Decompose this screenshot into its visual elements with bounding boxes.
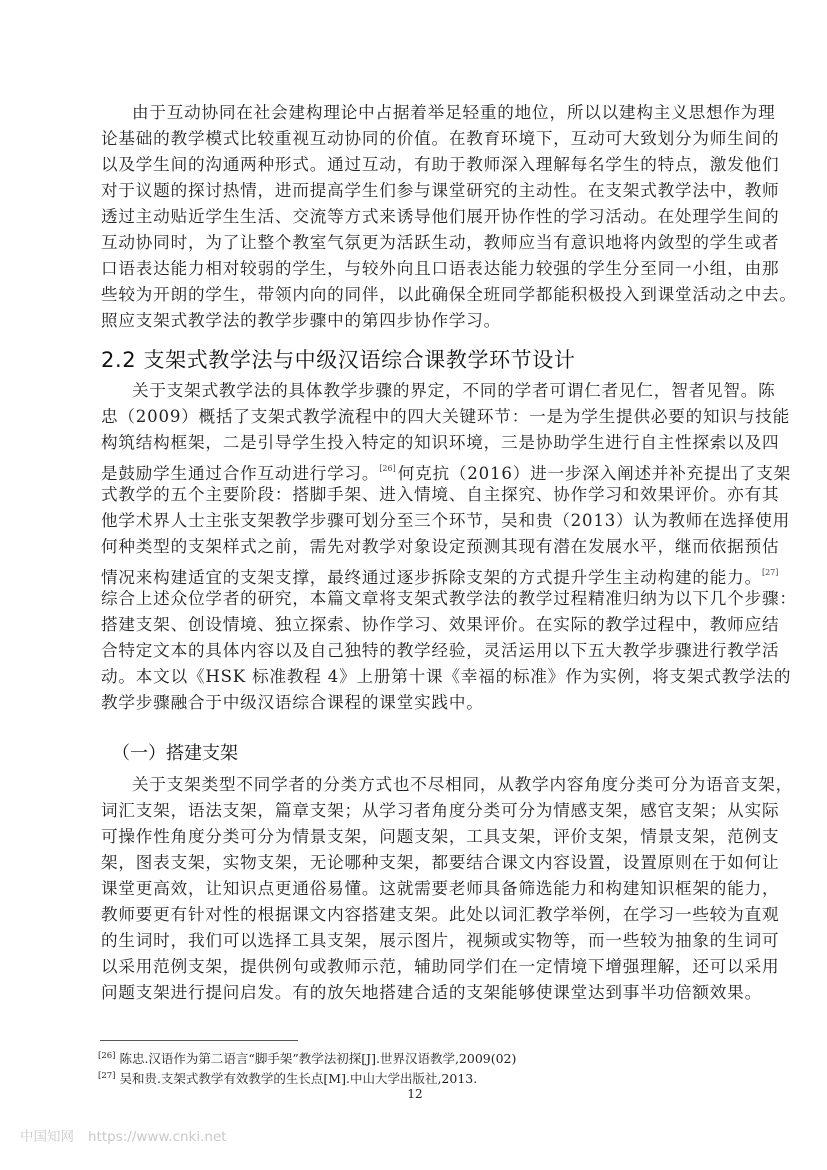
text-line: 搭建支架、创设情境、独立探索、协作学习、效果评价。在实际的教学过程中，教师应结 [101, 615, 780, 634]
text-line: 合特定文本的具体内容以及自己独特的教学经验，灵活运用以下五大教学步骤进行教学活 [101, 641, 780, 660]
text-line: 的生词时，我们可以选择工具支架，展示图片，视频或实物等，而一些较为抽象的生词可 [101, 931, 780, 950]
text-line: 以及学生间的沟通两种形式。通过互动，有助于教师深入理解每名学生的特点，激发他们 [101, 155, 780, 174]
text-line: 教师要更有针对性的根据课文内容搭建支架。此处以词汇教学举例，在学习一些较为直观 [101, 905, 780, 924]
text-line: 关于支架式教学法的具体教学步骤的界定，不同的学者可谓仁者见仁，智者见智。陈 [132, 381, 776, 400]
text-line: 些较为开朗的学生，带领内向的同伴，以此确保全班同学都能积极投入到课堂活动之中去。 [101, 285, 797, 304]
footnote-divider [100, 1040, 298, 1041]
citation-ref-27[interactable]: [27] [761, 568, 779, 577]
text-run: 何克抗（2016）进一步深入阐述并补充提出了支架 [397, 464, 792, 483]
text-line: 架，图表支架，实物支架，无论哪种支架，都要结合课文内容设置，设置原则在于如何让 [101, 853, 780, 872]
footnote-text: 陈忠.汉语作为第二语言“脚手架”教学法初探[J].世界汉语教学,2009(02) [119, 1051, 517, 1066]
section-heading: 2.2 支架式教学法与中级汉语综合课教学环节设计 [101, 348, 576, 372]
text-line: 以采用范例支架，提供例句或教师示范，辅助同学们在一定情境下增强理解，还可以采用 [101, 957, 780, 976]
footnote-text: 吴和贵.支架式教学有效教学的生长点[M].中山大学出版社,2013. [119, 1071, 478, 1086]
footnote-26 [98, 1048, 516, 1067]
text-line: 何种类型的支架样式之前，需先对教学对象设定预测其现有潜在发展水平，继而依据预估 [101, 537, 780, 556]
text-line: 综合上述众位学者的研究，本篇文章将支架式教学法的教学过程精准归纳为以下几个步骤： [101, 589, 797, 608]
watermark-brand: 中国知网 [20, 1129, 74, 1145]
text-line: 构筑结构框架，二是引导学生投入特定的知识环境，三是协助学生进行自主性探索以及四 [101, 433, 780, 452]
text-line: 动。本文以《HSK 标准教程 4》上册第十课《幸福的标准》作为实例，将支架式教学法的 [101, 667, 792, 686]
text-line: 忠（2009）概括了支架式教学流程中的四大关键环节：一是为学生提供必要的知识与技能 [101, 407, 790, 426]
text-run: 情况来构建适宜的支架支撑，最终通过逐步拆除支架的方式提升学生主动构建的能力。 [101, 568, 762, 587]
text-line: 照应支架式教学法的教学步骤中的第四步协作学习。 [101, 311, 502, 330]
text-run: 是鼓励学生通过合作互动进行学习。 [101, 464, 380, 483]
text-line: 可操作性角度分类可分为情景支架，问题支架，工具支架，评价支架，情景支架，范例支 [101, 827, 780, 846]
footnote-mark: [27] [98, 1071, 116, 1081]
citation-ref-26[interactable]: [26] [379, 464, 396, 473]
text-line: 论基础的教学模式比较重视互动协同的价值。在教育环境下，互动可大致划分为师生间的 [101, 129, 780, 148]
text-line: 互动协同时，为了让整个教室气氛更为活跃生动，教师应当有意识地将内敛型的学生或者 [101, 233, 780, 252]
text-line: 对于议题的探讨热情，进而提高学生们参与课堂研究的主动性。在支架式教学法中，教师 [101, 181, 780, 200]
cnki-watermark [20, 1128, 241, 1146]
text-line: 式教学的五个主要阶段：搭脚手架、进入情境、自主探究、协作学习和效果评价。亦有其 [101, 485, 780, 504]
text-line: 由于互动协同在社会建构理论中占据着举足轻重的地位，所以以建构主义思想作为理 [132, 103, 776, 122]
watermark-url: https://www.cnki.net [88, 1129, 227, 1145]
text-line: 他学术界人士主张支架教学步骤可划分至三个环节，吴和贵（2013）认为教师在选择使用 [101, 511, 790, 530]
footnote-mark: [26] [98, 1051, 116, 1061]
text-line: 词汇支架，语法支架，篇章支架；从学习者角度分类可分为情感支架，感官支架；从实际 [101, 801, 780, 820]
subsection-heading: （一）搭建支架 [112, 743, 238, 764]
text-line: 问题支架进行提问启发。有的放矢地搭建合适的支架能够使课堂达到事半功倍额效果。 [101, 983, 762, 1002]
text-line: 关于支架类型不同学者的分类方式也不尽相同，从教学内容角度分类可分为语音支架， [132, 775, 793, 794]
footnote-27 [98, 1068, 477, 1087]
text-line: 课堂更高效，让知识点更通俗易懂。这就需要老师具备筛选能力和构建知识框架的能力， [101, 879, 780, 898]
text-line: 透过主动贴近学生生活、交流等方式来诱导他们展开协作性的学习活动。在处理学生间的 [101, 207, 780, 226]
page-number: 12 [407, 1087, 423, 1101]
text-line: 口语表达能力相对较弱的学生，与较外向且口语表达能力较强的学生分至同一小组，由那 [101, 259, 780, 278]
text-line: 教学步骤融合于中级汉语综合课程的课堂实践中。 [101, 693, 484, 712]
